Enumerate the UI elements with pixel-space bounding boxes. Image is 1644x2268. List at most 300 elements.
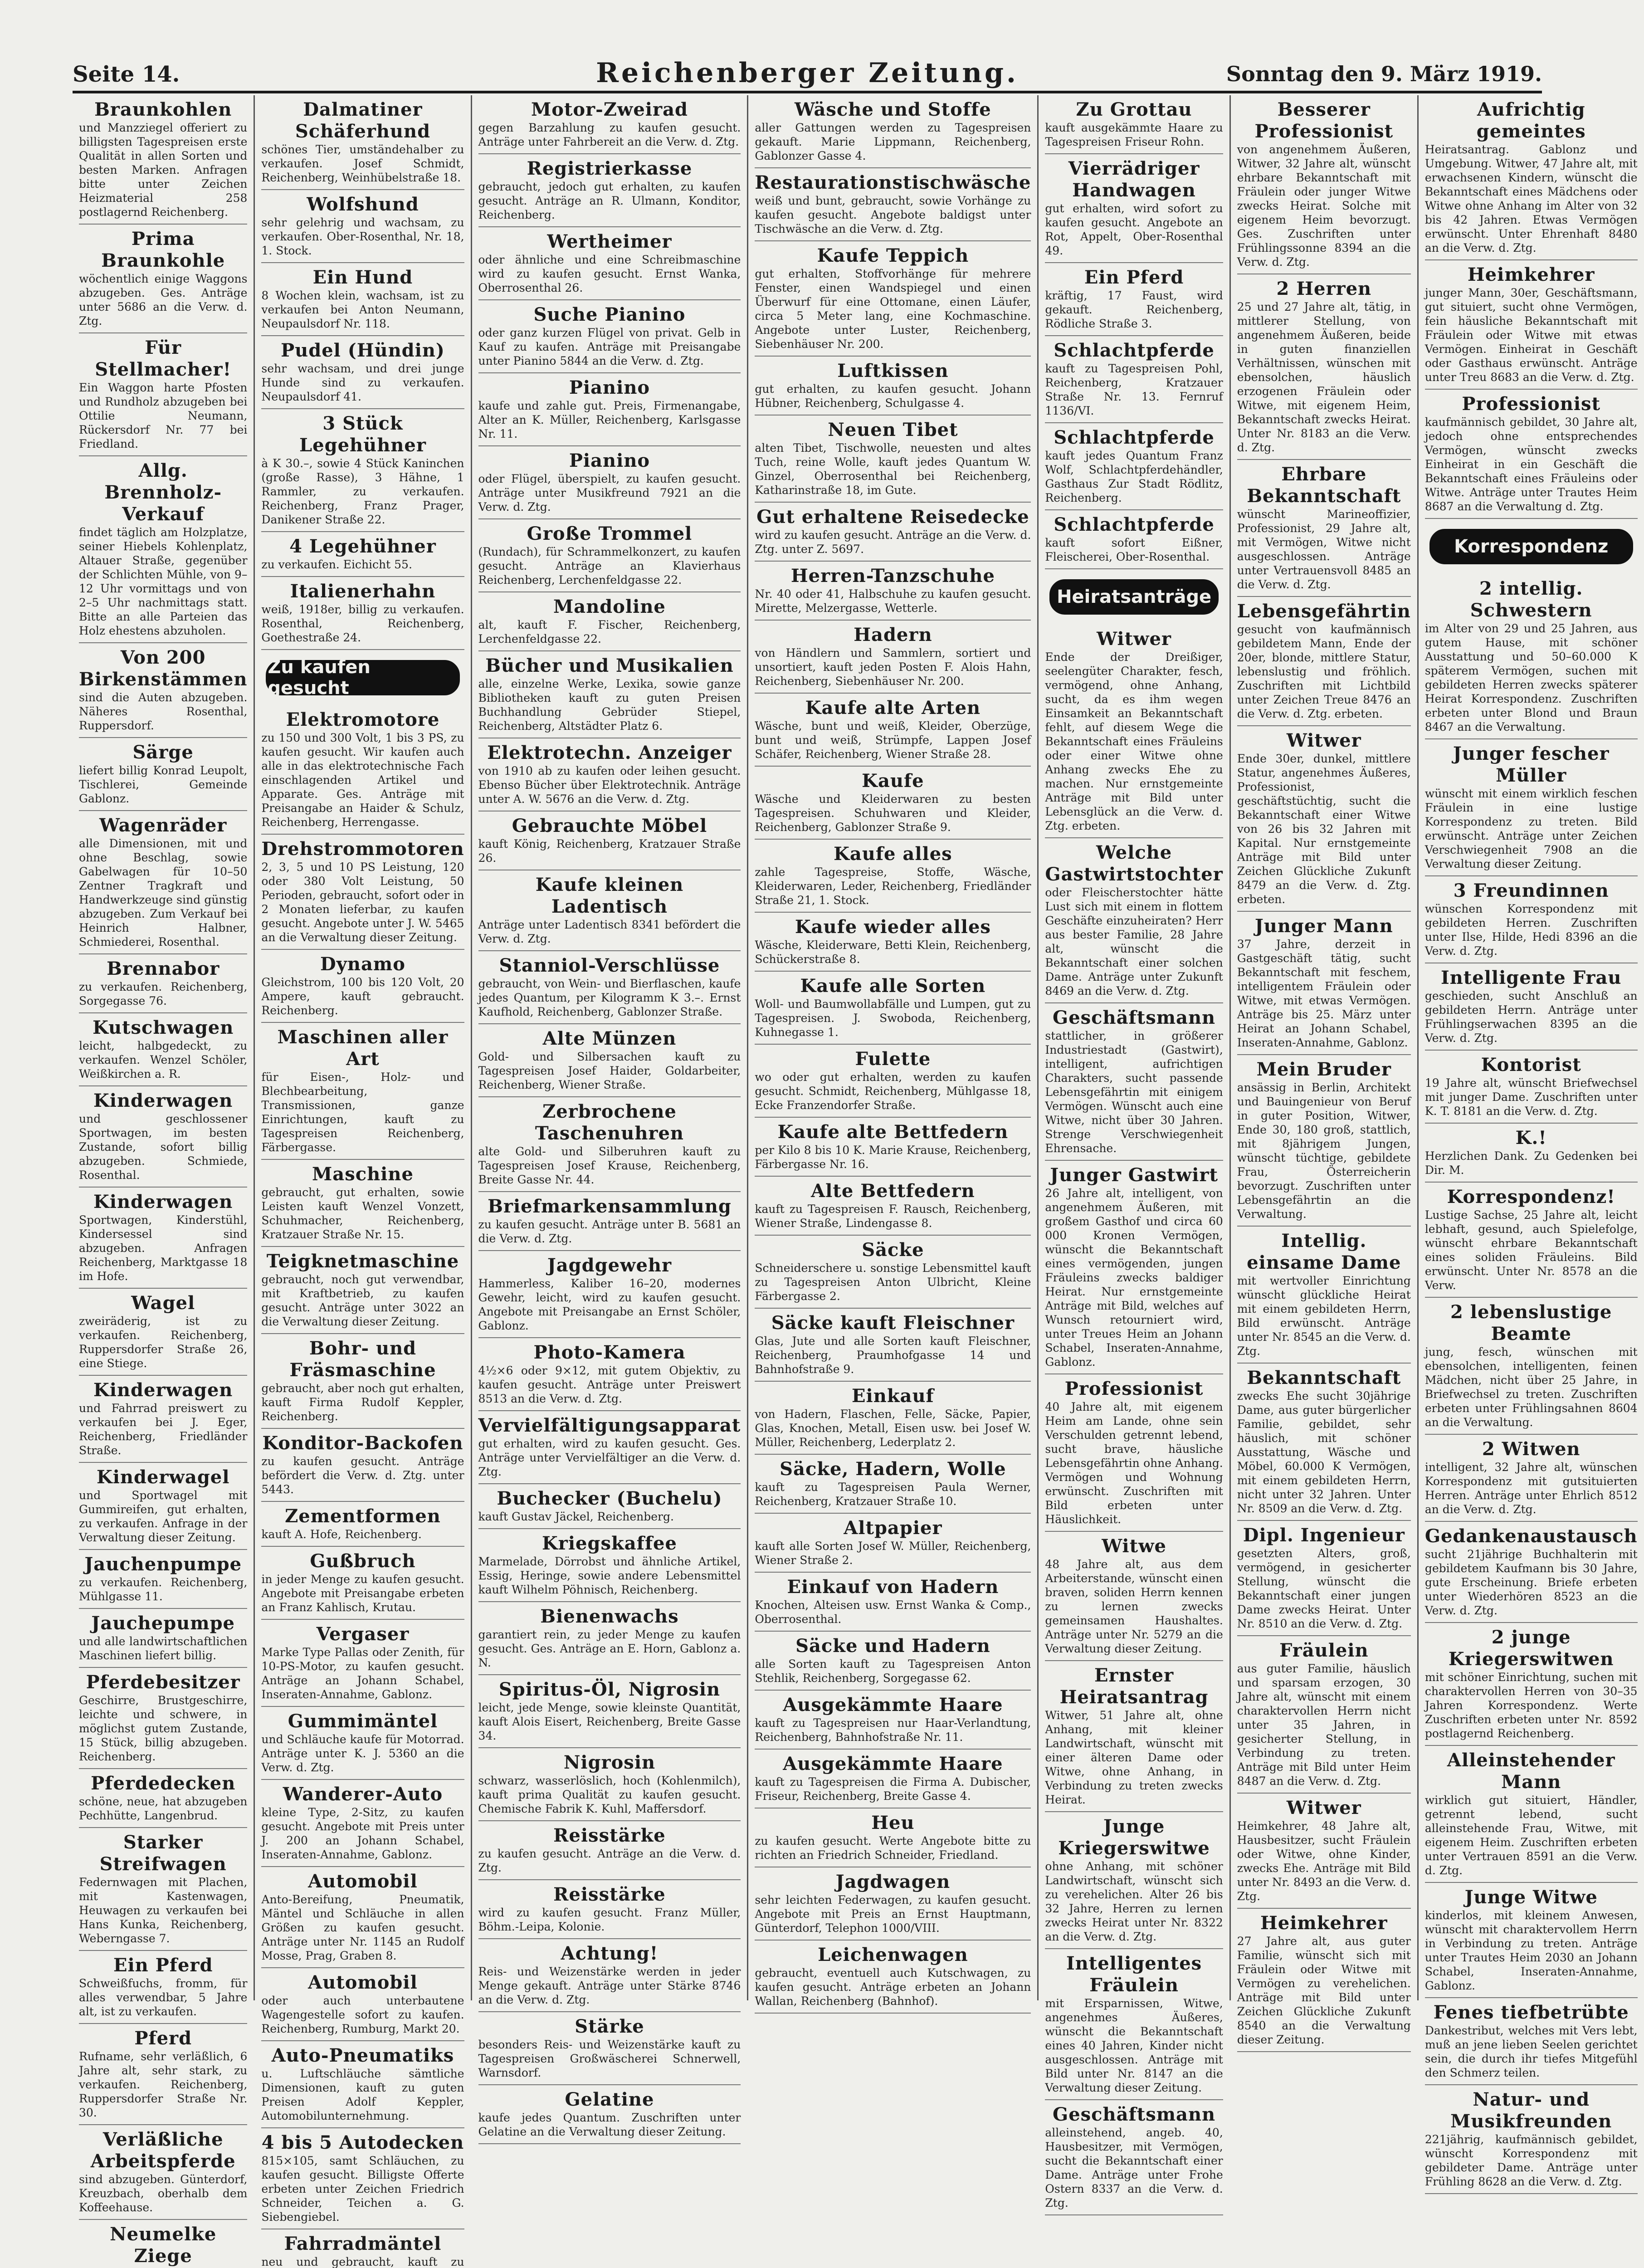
classified-ad: [1425, 1183, 1638, 1298]
ad-text: kauft ausgekämmte Haare zu Tagespreisen Friseur Rohn.: [1045, 121, 1223, 148]
ad-title: Jauchenpumpe: [84, 1554, 242, 1575]
ad-title: Wertheimer: [547, 231, 672, 252]
ad-title: Buchecker (Buchelu): [497, 1488, 722, 1509]
classified-ad: [79, 1668, 247, 1769]
ad-title: Gußbruch: [310, 1550, 416, 1572]
ad-title: Neumelke Ziege: [110, 2224, 217, 2267]
ad-text: zu verkaufen. Reichenberg, Mühlgasse 11.: [79, 1576, 248, 1603]
ad-text: 2, 3, 5 und 10 PS Leistung, 120 oder 380 Volt Leistung, 50 Perioden, gebraucht, sofort oder in 2 Monaten lieferbar, zu kaufen gesucht. Angebote unter J. W. 5465 an die Verwaltung dieser Zeitung.: [261, 860, 464, 944]
ad-title: Jagdwagen: [835, 1871, 951, 1892]
ad-title: 2 junge Kriegerswitwen: [1448, 1627, 1614, 1670]
ad-title: Briefmarkensammlung: [488, 1196, 732, 1217]
classified-ad: [1425, 963, 1638, 1051]
ad-title: Kaufe wieder alles: [795, 916, 991, 938]
ad-title: Bekanntschaft: [1247, 1367, 1401, 1388]
ad-title: 2 Witwen: [1482, 1438, 1581, 1460]
ad-title: Pferdebesitzer: [86, 1672, 240, 1693]
ad-title: Heu: [871, 1812, 915, 1833]
ad-title: Stanniol-Verschlüsse: [499, 955, 720, 976]
classified-ad: [755, 1514, 1031, 1573]
classified-ad: [79, 643, 247, 738]
ad-title: Stärke: [575, 2016, 644, 2037]
classified-ad: [755, 1309, 1031, 1382]
ad-title: Zu Grottau: [1076, 99, 1192, 120]
classified-ad: [1425, 1746, 1638, 1883]
ad-text: mit wertvoller Einrichtung wünscht glückliche Heirat mit einem gebildeten Herrn, Bild erwünscht. Anträge unter Nr. 8545 an die Verw. d. Ztg.: [1237, 1274, 1411, 1358]
classified-ad: [1237, 726, 1411, 912]
ad-text: Anto-Bereifung, Pneumatik, Mäntel und Schläuche in allen Größen zu kaufen gesucht. Anträge unter Nr. 1145 an Rudolf Mosse, Prag, Graben 8.: [261, 1893, 464, 1962]
ad-title: Intelligente Frau: [1440, 967, 1622, 988]
classified-ad: [1425, 739, 1638, 876]
ad-title: 3 Freundinnen: [1453, 880, 1609, 901]
ad-text: zweiräderig, ist zu verkaufen. Reichenberg, Ruppersdorfer Straße 26, eine Stiege.: [79, 1315, 248, 1370]
ad-text: gebraucht, aber noch gut erhalten, kauft Firma Rudolf Keppler, Reichenberg.: [261, 1382, 464, 1423]
classified-ad: [478, 811, 741, 870]
classified-ad: [478, 1880, 741, 1939]
classified-ad: [1425, 574, 1638, 739]
classified-ad: [79, 225, 247, 333]
ad-title: Gut erhaltene Reisedecke: [756, 506, 1029, 528]
ad-title: Konditor-Backofen: [262, 1432, 463, 1454]
ad-title: Fahrradmäntel: [284, 2233, 442, 2254]
column-2: [255, 95, 472, 2268]
classified-ad: [261, 1620, 464, 1707]
ad-text: kauft Gustav Jäckel, Reichenberg.: [478, 1510, 674, 1523]
ad-title: Hadern: [854, 624, 932, 645]
classified-ad: [478, 2085, 741, 2144]
classified-ad: [261, 1247, 464, 1334]
classified-ad: [478, 519, 741, 592]
ad-text: wird zu kaufen gesucht. Franz Müller, Böhm.-Leipa, Kolonie.: [478, 1906, 741, 1933]
classified-ad: [1425, 2085, 1638, 2194]
ad-title: Reisstärke: [553, 1884, 666, 1905]
classified-ad: [1045, 95, 1223, 154]
ad-title: Achtung!: [561, 1943, 659, 1964]
classified-ad: [261, 705, 464, 835]
ad-text: kauft zu Tagespreisen Paula Werner, Reichenberg, Kratzauer Straße 10.: [755, 1481, 1031, 1508]
ad-title: Ein Pferd: [1084, 267, 1184, 288]
ad-title: Kontorist: [1481, 1054, 1581, 1075]
ad-text: Marke Type Pallas oder Zenith, für 10-PS-Motor, zu kaufen gesucht. Anträge an Johann Schabel, Inseraten-Annahme, Gablonz.: [261, 1646, 464, 1701]
ad-text: zu kaufen gesucht. Anträge an die Verw. d. Ztg.: [478, 1847, 741, 1874]
classified-ad: [755, 1750, 1031, 1809]
ad-text: zu verkaufen. Eichicht 55.: [261, 558, 412, 571]
ad-text: zu verkaufen. Reichenberg, Sorgegasse 76.: [79, 980, 248, 1007]
ad-title: 2 lebenslustige Beamte: [1450, 1301, 1612, 1344]
ad-title: Restaurationstischwäsche: [755, 172, 1031, 193]
ad-title: Bienenwachs: [540, 1606, 679, 1627]
classified-ad: [79, 1550, 247, 1609]
classified-ad: [478, 1024, 741, 1097]
ad-title: Säcke, Hadern, Wolle: [780, 1458, 1006, 1480]
ad-title: Neuen Tibet: [828, 419, 958, 440]
ad-title: Kaufe kleinen Ladentisch: [535, 874, 684, 917]
ad-title: Pianino: [569, 450, 650, 471]
classified-ad: [79, 1769, 247, 1828]
ad-text: Schweißfuchs, fromm, für alles verwendbar, 5 Jahre alt, ist zu verkaufen.: [79, 1977, 248, 2018]
ad-title: Schlachtpferde: [1054, 427, 1215, 448]
classified-ad: [1237, 95, 1411, 274]
ad-text: Dankestribut, welches mit Vers lebt, muß an jene lieben Seelen gerichtet sein, die durch ihr tiefes Mitgefühl den Schmerz teilen.: [1424, 2024, 1638, 2079]
ad-text: schöne, neue, hat abzugeben Pechhütte, Langenbrud.: [79, 1795, 248, 1822]
classified-ad: [755, 1236, 1031, 1309]
ad-title: Photo-Kamera: [533, 1342, 686, 1363]
ad-title: Professionist: [1462, 393, 1601, 415]
ad-text: Gold- und Silbersachen kauft zu Tagespreisen Josef Haider, Goldarbeiter, Reichenberg, Wiener Straße.: [478, 1050, 741, 1091]
classified-ad: [261, 1502, 464, 1547]
ad-text: Glas, Jute und alle Sorten kauft Fleischner, Reichenberg, Praumhofgasse 14 und Bahnhofstraße 9.: [755, 1334, 1031, 1376]
ad-title: Altpapier: [844, 1517, 942, 1539]
ad-title: Einkauf von Hadern: [787, 1576, 999, 1598]
ad-title: Besserer Professionist: [1254, 99, 1394, 142]
ad-title: Maschine: [312, 1163, 414, 1185]
ad-title: Zementformen: [285, 1505, 441, 1527]
ad-text: Ende 30er, dunkel, mittlere Statur, angenehmes Äußeres, Professionist, geschäftstüchtig, sucht die Bekanntschaft einer Witwe von 26 bis 32 Jahren mit Kapital. Nur ernstgemeinte Anträge mit Bild unter Zeichen Glückliche Zukunft 8479 an die Verw. d. Ztg. erbeten.: [1237, 752, 1411, 906]
classified-ad: [478, 1939, 741, 2012]
ad-text: in jeder Menge zu kaufen gesucht. Angebote mit Preisangabe erbeten an Franz Kahlisch, Krutau.: [261, 1573, 464, 1614]
classified-ad: [478, 651, 741, 738]
classified-ad: [79, 1376, 247, 1463]
classified-ad: [261, 2128, 464, 2229]
ad-title: Automobil: [308, 1972, 418, 1993]
ad-text: kinderlos, mit kleinem Anwesen, wünscht mit charaktervollem Herrn in Verbindung zu treten. Anträge unter Trautes Heim 2030 an Johann Schabel, Inseraten-Annahme, Gablonz.: [1424, 1909, 1638, 1992]
ad-title: Bücher und Musikalien: [485, 655, 734, 676]
ad-title: Kinderwagen: [93, 1090, 233, 1111]
classified-ad: [478, 1821, 741, 1880]
classified-ad: [261, 2229, 464, 2268]
ad-title: Dalmatiner Schäferhund: [295, 99, 431, 142]
ad-text: gebraucht, von Wein- und Bierflaschen, kaufe jedes Quantum, per Kilogramm K 3.–. Ernst Kaufhold, Reichenberg, Gablonzer Straße.: [478, 977, 741, 1018]
ad-text: zu 150 und 300 Volt, 1 bis 3 PS, zu kaufen gesucht. Wir kaufen auch alle in das elektrotechnische Fach einschlagenden Artikel und Apparate. Ges. Anträge mit Preisangabe an Haider & Schulz, Reichenberg, Herrengasse.: [261, 731, 464, 829]
classified-ad: [478, 446, 741, 519]
ad-title: Elektromotore: [286, 709, 440, 730]
ad-title: Reisstärke: [553, 1825, 666, 1846]
ad-title: Allg. Brennholz-Verkauf: [104, 460, 222, 525]
classified-ad: [755, 1691, 1031, 1750]
ad-text: zwecks Ehe sucht 30jährige Dame, aus guter bürgerlicher Familie, gebildet, sehr häuslich, mit schöner Ausstattung, Wäsche und Möbel, 60.000 K Vermögen, mit einem gebildeten Herrn, nicht unter 32 Jahren. Unter Nr. 8509 an die Verw. d. Ztg.: [1237, 1389, 1411, 1515]
ad-text: wirklich gut situiert, Händler, getrennt lebend, sucht alleinstehende Frau, Witwe, mit eigenem Heim. Zuschriften erbeten unter Vertrauen 8591 an die Verw. d. Ztg.: [1424, 1794, 1638, 1877]
ad-title: Jauchepumpe: [91, 1613, 235, 1634]
classified-ad: [1425, 1435, 1638, 1522]
ad-text: wünschen Korrespondenz mit gebildeten Herren. Zuschriften unter Ilse, Hilde, Hedi 8396 an die Verw. d. Ztg.: [1424, 902, 1638, 958]
classified-ad: [755, 1941, 1031, 2014]
ad-title: Pianino: [569, 377, 650, 398]
ad-title: Witwer: [1097, 628, 1172, 650]
ad-title: Fulette: [855, 1048, 931, 1070]
ad-title: Verläßliche Arbeitspferde: [90, 2129, 236, 2172]
ad-title: Jagdgewehr: [547, 1255, 672, 1276]
ad-text: gut erhalten, wird sofort zu kaufen gesucht. Angebote an Rot, Appelt, Ober-Rosenthal 49.: [1045, 202, 1223, 257]
column-5: [1039, 95, 1230, 2209]
classified-ad: [478, 2012, 741, 2085]
ad-text: Geschirre, Brustgeschirre, leichte und schwere, in möglichst gutem Zustande, 15 Stück, billig abzugeben. Reichenberg.: [79, 1694, 248, 1763]
classified-ad: [1425, 1298, 1638, 1435]
classified-ad: [1045, 423, 1223, 510]
ad-text: Anträge unter Ladentisch 8341 befördert die Verw. d. Ztg.: [478, 918, 741, 945]
ad-text: mit Ersparnissen, Witwe, angenehmes Äußeres, wünscht die Bekanntschaft eines 40 Jahren, Kinder nicht ausgeschlossen. Anträge mit Bild unter Nr. 8147 an die Verwaltung dieser Zeitung.: [1045, 1997, 1223, 2094]
ad-text: kleine Type, 2-Sitz, zu kaufen gesucht. Angebote mit Preis unter J. 200 an Johann Schabel, Inseraten-Annahme, Gablonz.: [261, 1806, 464, 1861]
ad-text: à K 30.–, sowie 4 Stück Kaninchen (große Rasse), 3 Hähne, 1 Rammler, zu verkaufen. Reichenberg, Franz Prager, Danikener Straße 22.: [261, 457, 464, 526]
ad-title: Vergaser: [316, 1623, 410, 1645]
classified-ad: [261, 190, 464, 263]
ad-title: Ernster Heiratsantrag: [1059, 1665, 1209, 1708]
ad-title: 4 bis 5 Autodecken: [261, 2132, 464, 2153]
classified-ad: [1425, 1998, 1638, 2085]
ad-title: Intelligentes Fräulein: [1066, 1953, 1202, 1996]
issue-date: Sonntag den 9. März 1919.: [1226, 62, 1542, 86]
ad-text: Wäsche, Kleiderware, Betti Klein, Reichenberg, Schückerstraße 8.: [755, 938, 1031, 966]
ad-title: Braunkohlen: [94, 99, 232, 120]
ad-title: Wolfshund: [307, 194, 419, 215]
ad-title: Junge Kriegerswitwe: [1058, 1816, 1210, 1859]
classified-ad: [755, 1455, 1031, 1514]
ad-title: Wagel: [131, 1292, 195, 1314]
classified-ad: [79, 1086, 247, 1188]
classified-ad: [1045, 336, 1223, 423]
ad-text: von angenehmem Äußeren, Witwer, 32 Jahre alt, wünscht ehrbare Bekanntschaft mit Fräulein oder junger Witwe zwecks Heirat. Solche mit eigenem Heim bevorzugt. Ges. Zuschriften unter Frühlingssonne 8394 an die Verw. d. Ztg.: [1237, 143, 1411, 269]
ad-text: kauft zu Tagespreisen die Firma A. Dubischer, Friseur, Reichenberg, Breite Gasse 4.: [755, 1775, 1031, 1803]
ad-text: Wäsche, bunt und weiß, Kleider, Oberzüge, bunt und weiß, Strümpfe, Lappen Josef Schäfer, Reichenberg, Wiener Straße 28.: [755, 719, 1031, 761]
ad-title: Suche Pianino: [533, 304, 686, 325]
ad-text: Marmelade, Dörrobst und ähnliche Artikel, Essig, Heringe, sowie andere Lebensmittel kauft Wilhelm Pöhnisch, Reichenberg.: [478, 1555, 741, 1596]
classified-ad: [79, 456, 247, 643]
ad-text: alle Sorten kauft zu Tagespreisen Anton Stehlik, Reichenberg, Sorgegasse 62.: [755, 1657, 1031, 1685]
classified-ad: [261, 950, 464, 1023]
ad-title: Kaufe alle Sorten: [800, 975, 986, 997]
ad-text: und Schläuche kaufe für Motorrad. Anträge unter K. J. 5360 an die Verw. d. Ztg.: [261, 1733, 464, 1774]
page-number: Seite 14.: [73, 62, 180, 87]
ad-title: Fräulein: [1279, 1640, 1369, 1661]
ad-text: Ein Waggon harte Pfosten und Rundholz abzugeben bei Ottilie Neumann, Rückersdorf Nr. 77 bei Friedland.: [79, 381, 248, 450]
ad-text: 8 Wochen klein, wachsam, ist zu verkaufen bei Anton Neumann, Neupaulsdorf Nr. 118.: [261, 289, 464, 330]
classified-ad: [1425, 95, 1638, 260]
ad-text: Gleichstrom, 100 bis 120 Volt, 20 Ampere, kauft gebraucht. Reichenberg.: [261, 976, 464, 1017]
classified-ad: [1237, 1364, 1411, 1521]
ad-text: weiß und bunt, gebraucht, sowie Vorhänge zu kaufen gesucht. Angebote baldigst unter Tischwäsche an die Verw. d. Ztg.: [755, 194, 1031, 235]
section-heading-box: Heiratsanträge: [1049, 579, 1218, 615]
ad-title: Kaufe alles: [834, 843, 952, 865]
classified-ad: [755, 1118, 1031, 1177]
classified-ad: [755, 767, 1031, 840]
classified-ad: [261, 1968, 464, 2041]
classified-ad: [79, 2125, 247, 2220]
ad-text: kaufe jedes Quantum. Zuschriften unter Gelatine an die Verwaltung dieser Zeitung.: [478, 2111, 741, 2138]
ad-text: sehr gelehrig und wachsam, zu verkaufen. Ober-Rosenthal, Nr. 18, 1. Stock.: [261, 216, 464, 257]
ad-text: mit schöner Einrichtung, suchen mit charaktervollen Herren von 30–35 Jahren Korrespondenz. Werte Zuschriften erbeten unter Nr. 8592 postlagernd Reichenberg.: [1424, 1671, 1638, 1740]
classified-ad: [478, 154, 741, 227]
ad-text: kräftig, 17 Faust, wird gekauft. Reichenberg, Rödliche Straße 3.: [1045, 289, 1223, 330]
ad-text: gut erhalten, Stoffvorhänge für mehrere Fenster, einen Wandspiegel und einen Überwurf für eine Ottomane, einen Läufer, circa 5 Meter lang, eine Kochmaschine. Angebote unter Luster, Reichenberg, Siebenhäuser Nr. 200.: [755, 267, 1031, 351]
ad-title: Wäsche und Stoffe: [795, 99, 991, 120]
classified-ad: [79, 1188, 247, 1289]
classified-ad: [755, 694, 1031, 767]
ad-title: Junger Mann: [1254, 915, 1393, 937]
ad-text: stattlicher, in größerer Industriestadt (Gastwirt), intelligent, aufrichtigen Charakters, sucht passende Lebensgefährtin mit einigem Vermögen. Wünscht auch eine Witwe, nicht über 30 Jahren. Strenge Verschwiegenheit Ehrensache.: [1045, 1029, 1223, 1155]
ad-title: Wagenräder: [99, 815, 227, 836]
ad-text: u. Luftschläuche sämtliche Dimensionen, kauft zu guten Preisen Adolf Keppler, Automobilunternehmung.: [261, 2067, 464, 2122]
ad-title: Drehstrommotoren: [261, 838, 464, 860]
ad-text: gut erhalten, zu kaufen gesucht. Johann Hübner, Reichenberg, Schulgasse 4.: [755, 382, 1031, 410]
classified-ad: [755, 1809, 1031, 1867]
classified-ad: [478, 738, 741, 811]
ad-title: Vervielfältigungsapparat: [478, 1415, 741, 1436]
classified-ad: [755, 415, 1031, 503]
classified-ad: [478, 1675, 741, 1748]
column-6: [1231, 95, 1419, 2046]
ad-text: Ende der Dreißiger, seelengüter Charakter, fesch, vermögend, ohne Anhang, sucht, da es ihm wegen Einsamkeit an Bekanntschaft fehlt, auf diesem Wege die Bekanntschaft eines Fräuleins oder einer Witwe ohne Anhang zwecks Ehe zu machen. Nur ernstgemeinte Anträge mit Bild unter Lebensglück an die Verw. d. Ztg. erbeten.: [1045, 650, 1223, 832]
classified-ad: [478, 300, 741, 373]
ad-title: Säcke: [862, 1239, 924, 1261]
ad-title: Teigknetmaschine: [266, 1251, 459, 1272]
ad-title: Einkauf: [852, 1385, 934, 1407]
ad-title: Säcke kauft Fleischner: [771, 1312, 1015, 1334]
classified-ad: [478, 1484, 741, 1529]
ad-text: junger Mann, 30er, Geschäftsmann, gut situiert, sucht ohne Vermögen, fein häusliche Bekanntschaft mit Fräulein oder Witwe mit etwas Vermögen. Einheirat in Geschäft oder Gasthaus erwünscht. Anträge unter Treu 8683 an die Verw. d. Ztg.: [1424, 286, 1638, 384]
classified-ad: [755, 95, 1031, 168]
ad-text: sehr wachsam, und drei junge Hunde sind zu verkaufen. Neupaulsdorf 41.: [261, 362, 464, 403]
ad-title: Italienerhahn: [290, 581, 436, 602]
classified-ad: [1425, 1623, 1638, 1746]
classified-ad: [261, 409, 464, 532]
ad-text: und Manzziegel offeriert zu billigsten Tagespreisen erste Qualität in allen Sorten und besten Marken. Anfragen bitte unter Zeichen Heizmaterial 258 postlagernd Reichenberg.: [79, 121, 248, 219]
ad-text: Woll- und Baumwollabfälle und Lumpen, gut zu Tagespreisen. J. Swoboda, Reichenberg, Kuhnegasse 1.: [755, 997, 1031, 1039]
classified-ad: [261, 1023, 464, 1160]
ad-text: per Kilo 8 bis 10 K. Marie Krause, Reichenberg, Färbergasse Nr. 16.: [755, 1144, 1031, 1171]
classified-ad: [755, 913, 1031, 972]
classified-ad: [261, 835, 464, 950]
ad-text: oder Fleischerstochter hätte Lust sich mit einem in flottem Geschäfte einzuheiraten? Herr aus bester Familie, 28 Jahre alt, wünscht die Bekanntschaft einer solchen Dame. Anträge unter Zukunft 8469 an die Verw. d. Ztg.: [1045, 886, 1223, 997]
ad-title: Korrespondenz!: [1447, 1186, 1615, 1207]
ad-title: Motor-Zweirad: [531, 99, 688, 120]
classified-ad: [755, 1045, 1031, 1118]
ad-text: kaufe und zahle gut. Preis, Firmenangabe, Alter an K. Müller, Reichenberg, Karlsgasse Nr. 11.: [478, 399, 741, 440]
column-7: [1419, 95, 1644, 2188]
classified-ad: [79, 954, 247, 1013]
ad-text: Rufname, sehr verläßlich, 6 Jahre alt, sehr stark, zu verkaufen. Reichenberg, Ruppersdorfer Straße Nr. 30.: [79, 2050, 248, 2119]
ad-text: kauft König, Reichenberg, Kratzauer Straße 26.: [478, 837, 741, 865]
classified-ad: [478, 1097, 741, 1192]
classified-ad: [1237, 1909, 1411, 2052]
ad-title: Ausgekämmte Haare: [783, 1753, 1003, 1774]
classified-ad: [1237, 1055, 1411, 1227]
ad-title: Auto-Pneumatiks: [271, 2045, 454, 2066]
classified-ad: [261, 532, 464, 577]
ad-text: kaufmännisch gebildet, 30 Jahre alt, jedoch ohne entsprechendes Vermögen, wünscht zwecks Einheirat in ein Geschäft die Bekanntschaft eines Fräuleins oder Witwe. Anträge unter Trautes Heim 8687 an die Verwaltung d. Ztg.: [1424, 415, 1638, 513]
ad-title: Zerbrochene Taschenuhren: [535, 1101, 684, 1144]
ad-text: oder auch unterbautene Wagengestelle sofort zu kaufen. Reichenberg, Rumburg, Markt 20.: [261, 1994, 464, 2035]
classified-ad: [79, 333, 247, 456]
classified-ad: [261, 1429, 464, 1502]
ad-title: Schlachtpferde: [1054, 340, 1215, 361]
ad-title: Kaufe Teppich: [817, 245, 969, 266]
ad-text: aus guter Familie, häuslich und sparsam erzogen, 30 Jahre alt, wünscht mit einem charaktervollen Herrn nicht unter 35 Jahren, in gesicherter Stellung, in Verbindung zu treten. Anträge mit Bild unter Heim 8487 an die Verw. d. Ztg.: [1237, 1662, 1411, 1788]
classified-ad: [261, 2041, 464, 2128]
ad-title: Alleinstehender Mann: [1447, 1750, 1615, 1793]
classified-ad: [478, 1529, 741, 1602]
ad-title: Heimkehrer: [1467, 264, 1595, 285]
ad-text: Heiratsantrag. Gablonz und Umgebung. Witwer, 47 Jahre alt, mit erwachsenen Kindern, wünscht die Bekanntschaft eines Mädchens oder Witwe ohne Anhang im Alter von 32 bis 42 Jahren. Etwas Vermögen erwünscht. Unter Ehrenhaft 8480 an die Verw. d. Ztg.: [1424, 143, 1638, 254]
ad-title: Schlachtpferde: [1054, 514, 1215, 535]
classified-ad: [1237, 274, 1411, 460]
classified-ad: [478, 227, 741, 300]
ad-title: Leichenwagen: [818, 1944, 968, 1965]
classified-ad: [755, 840, 1031, 913]
ad-title: Pferd: [134, 2028, 192, 2049]
classified-ad: [261, 1334, 464, 1429]
ad-text: Reis- und Weizenstärke werden in jeder Menge gekauft. Anträge unter Stärke 8746 an die Verw. d. Ztg.: [478, 1965, 741, 2006]
ad-title: Maschinen aller Art: [277, 1026, 449, 1070]
ad-title: Kinderwagel: [96, 1466, 230, 1488]
classified-ad: [79, 811, 247, 954]
ad-text: sind die Auten abzugeben. Näheres Rosenthal, Ruppersdorf.: [79, 691, 248, 732]
classified-ad: [261, 1707, 464, 1780]
ad-text: alleinstehend, angeb. 40, Hausbesitzer, mit Vermögen, sucht die Bekanntschaft einer Dame. Anträge unter Frohe Ostern 8337 an die Verw. d. Ztg.: [1045, 2126, 1223, 2209]
ad-text: kauft A. Hofe, Reichenberg.: [261, 1528, 422, 1541]
ad-text: liefert billig Konrad Leupolt, Tischlerei, Gemeinde Gablonz.: [79, 764, 248, 805]
classified-ad: [478, 1748, 741, 1821]
ad-text: alle Dimensionen, mit und ohne Beschlag, sowie Gabelwagen für 10–50 Zentner Tragkraft und Handwerkzeuge sind günstig abzugeben. Zum Verkauf bei Heinrich Halbner, Schmiederei, Rosenthal.: [79, 837, 248, 948]
ad-text: Nr. 40 oder 41, Halbschuhe zu kaufen gesucht. Mirette, Melzergasse, Wetterle.: [755, 587, 1031, 615]
classified-ad: [1045, 625, 1223, 838]
ad-text: kauft sofort Eißner, Fleischerei, Ober-Rosenthal.: [1045, 536, 1223, 563]
ad-text: 4½×6 oder 9×12, mit gutem Objektiv, zu kaufen gesucht. Anträge unter Preiswert 8513 an die Verw. d. Ztg.: [478, 1364, 741, 1405]
classified-ad: [1237, 1794, 1411, 1909]
classified-ad: [755, 562, 1031, 621]
ad-text: gebraucht, noch gut verwendbar, mit Kraftbetrieb, zu kaufen gesucht. Anträge unter 3022 an die Verwaltung dieser Zeitung.: [261, 1273, 464, 1328]
ad-text: jung, fesch, wünschen mit ebensolchen, intelligenten, feinen Mädchen, nicht über 25 Jahre, in Briefwechsel zu treten. Zuschriften erbeten unter Frühlingsahnen 8604 an die Verwaltung.: [1424, 1345, 1638, 1429]
ad-title: Alte Bettfedern: [811, 1180, 975, 1202]
ad-title: Pudel (Hündin): [281, 340, 445, 361]
classified-ad: [1425, 1522, 1638, 1623]
ad-title: Dynamo: [320, 953, 405, 975]
ad-title: Witwe: [1102, 1535, 1166, 1557]
classified-ad: [755, 168, 1031, 241]
ad-text: sehr leichten Federwagen, zu kaufen gesucht. Angebote mit Preis an Ernst Hauptmann, Günterdorf, Telephon 1000/VIII.: [755, 1893, 1031, 1935]
classified-ad: [1045, 1161, 1223, 1374]
ad-text: Federnwagen mit Plachen, mit Kastenwagen, Heuwagen zu verkaufen bei Hans Kunka, Reichenberg, Weberngasse 7.: [79, 1876, 248, 1945]
ad-text: Hammerless, Kaliber 16–20, modernes Gewehr, leicht, wird zu kaufen gesucht. Angebote mit Preisangabe an Ernst Schöler, Gablonz.: [478, 1277, 741, 1332]
classified-ad: [755, 1867, 1031, 1941]
classified-ad: [755, 1573, 1031, 1632]
classified-ad: [1045, 1374, 1223, 1532]
ad-title: Brennabor: [107, 958, 220, 979]
ad-text: gegen Barzahlung zu kaufen gesucht. Anträge unter Fahrbereit an die Verw. d. Ztg.: [478, 121, 741, 148]
classified-ad: [1237, 1521, 1411, 1636]
ad-title: Geschäftsmann: [1053, 1007, 1216, 1028]
ad-text: ansässig in Berlin, Architekt und Bauingenieur von Beruf in guter Position, Witwer, Ende 30, 180 groß, stattlich, mit 8jährigem Jungen, wünscht tüchtige, gebildete Frau, Österreicherin bevorzugt. Zuschriften unter Lebensgefährtin an die Verwaltung.: [1237, 1081, 1411, 1221]
ad-text: garantiert rein, zu jeder Menge zu kaufen gesucht. Ges. Anträge an E. Horn, Gablonz a. N.: [478, 1628, 741, 1669]
ad-text: zu kaufen gesucht. Anträge befördert die Verw. d. Ztg. unter 5443.: [261, 1455, 464, 1496]
classified-ad: [1045, 1532, 1223, 1661]
ad-text: alle, einzelne Werke, Lexika, sowie ganze Bibliotheken kauft zu guten Preisen Buchhandlung Gebrüder Stiepel, Reichenberg, Altstädter Platz 6.: [478, 677, 741, 733]
ad-text: 19 Jahre alt, wünscht Briefwechsel mit junger Dame. Zuschriften unter K. T. 8181 an die Verw. d. Ztg.: [1424, 1076, 1638, 1118]
ad-text: Wäsche und Kleiderwaren zu besten Tagespreisen. Schuhwaren und Kleider, Reichenberg, Gablonzer Straße 9.: [755, 792, 1031, 834]
ad-text: 221jährig, kaufmännisch gebildet, wünscht Korrespondenz mit gebildeter Dame. Anträge unter Frühling 8628 an die Verw. d. Ztg.: [1424, 2133, 1638, 2188]
classified-ad: [755, 503, 1031, 562]
ad-title: Kaufe alte Bettfedern: [777, 1121, 1009, 1143]
ad-title: Gelatine: [565, 2089, 654, 2110]
classified-ad: [1425, 876, 1638, 963]
ad-text: Witwer, 51 Jahre alt, ohne Anhang, mit kleiner Landwirtschaft, wünscht mit einer älteren Dame oder Witwe, ohne Anhang, in Verbindung zu treten zwecks Heirat.: [1045, 1709, 1223, 1806]
ad-title: Junge Witwe: [1464, 1887, 1598, 1908]
ad-text: von Händlern und Sammlern, sortiert und unsortiert, kauft jeden Posten F. Alois Hahn, Reichenberg, Siebenhäuser Nr. 200.: [755, 646, 1031, 688]
ad-text: gebraucht, jedoch gut erhalten, zu kaufen gesucht. Anträge an R. Ulmann, Konditor, Reichenberg.: [478, 180, 741, 221]
ad-text: von Hadern, Flaschen, Felle, Säcke, Papier, Glas, Knochen, Metall, Eisen usw. bei Josef W. Müller, Reichenberg, Lederplatz 2.: [755, 1408, 1031, 1449]
classified-ad: [79, 1463, 247, 1550]
ad-text: wünscht Marineoffizier, Professionist, 29 Jahre alt, mit Vermögen, Witwe nicht ausgeschlossen. Anträge unter Vertrauensvoll 8485 an die Verw. d. Ztg.: [1237, 508, 1411, 591]
ad-text: 37 Jahre, derzeit in Gastgeschäft tätig, sucht Bekanntschaft mit feschem, intelligentem Fräulein oder Witwe, mit etwas Vermögen. Anträge bis 25. März unter Heirat an Johann Schabel, Inseraten-Annahme, Gablonz.: [1237, 938, 1411, 1049]
ad-title: Gedankenaustausch: [1424, 1525, 1638, 1547]
